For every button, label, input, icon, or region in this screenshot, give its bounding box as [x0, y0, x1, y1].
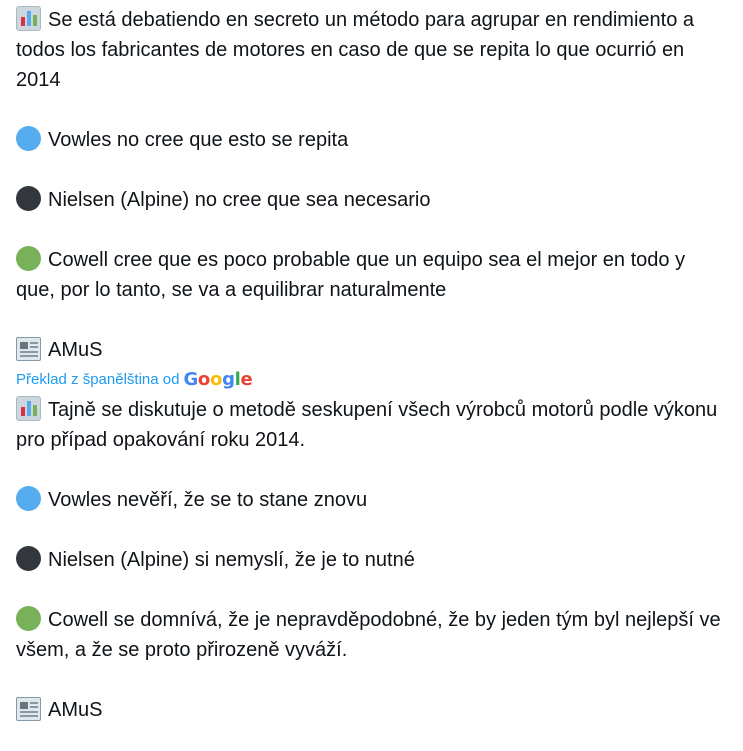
tweet-body — [16, 5, 728, 725]
original-paragraph-3 — [16, 185, 728, 215]
source-label: AMuS — [48, 339, 103, 361]
original-paragraph-5 — [16, 335, 728, 365]
original-paragraph-2-text: Vowles no cree que esto se repita — [48, 129, 349, 151]
translated-paragraph-2 — [16, 485, 728, 515]
original-paragraph-4 — [16, 245, 728, 305]
translated-source-label: AMuS — [48, 699, 103, 721]
translation-attribution-link[interactable] — [16, 365, 728, 395]
translated-paragraph-5 — [16, 695, 728, 725]
black-circle-icon — [16, 186, 41, 211]
translated-paragraph-4-text: Cowell se domnívá, že je nepravděpodobné, že by jeden tým byl nejlepší ve všem, a že se proto přirozeně vyváží. — [16, 609, 721, 661]
original-paragraph-4-text: Cowell cree que es poco probable que un equipo sea el mejor en todo y que, por lo tanto, se va a equilibrar naturalmente — [16, 249, 686, 301]
translated-paragraph-3-text: Nielsen (Alpine) si nemyslí, že je to nutné — [48, 549, 415, 571]
green-circle-icon — [16, 246, 41, 271]
google-logo: Google — [183, 369, 253, 390]
green-circle-icon — [16, 606, 41, 631]
bar-chart-icon — [16, 6, 41, 31]
original-paragraph-1-text: Se está debatiendo en secreto un método para agrupar en rendimiento a todos los fabricantes de motores en caso de que se repita lo que ocurrió en 2014 — [16, 9, 694, 91]
translated-paragraph-3 — [16, 545, 728, 575]
blue-circle-icon — [16, 126, 41, 151]
translated-paragraph-1 — [16, 395, 728, 455]
translated-paragraph-2-text: Vowles nevěří, že se to stane znovu — [48, 489, 368, 511]
original-paragraph-3-text: Nielsen (Alpine) no cree que sea necesario — [48, 189, 431, 211]
translated-paragraph-1-text: Tajně se diskutuje o metodě seskupení všech výrobců motorů podle výkonu pro případ opakování roku 2014. — [16, 399, 718, 451]
translated-paragraph-4 — [16, 605, 728, 665]
translated-text — [16, 395, 728, 725]
translation-attribution-label: Překlad z španělština od — [16, 371, 180, 388]
original-text — [16, 5, 728, 365]
original-paragraph-1 — [16, 5, 728, 95]
black-circle-icon — [16, 546, 41, 571]
newspaper-icon — [16, 697, 41, 721]
original-paragraph-2 — [16, 125, 728, 155]
newspaper-icon — [16, 337, 41, 361]
bar-chart-icon — [16, 396, 41, 421]
blue-circle-icon — [16, 486, 41, 511]
